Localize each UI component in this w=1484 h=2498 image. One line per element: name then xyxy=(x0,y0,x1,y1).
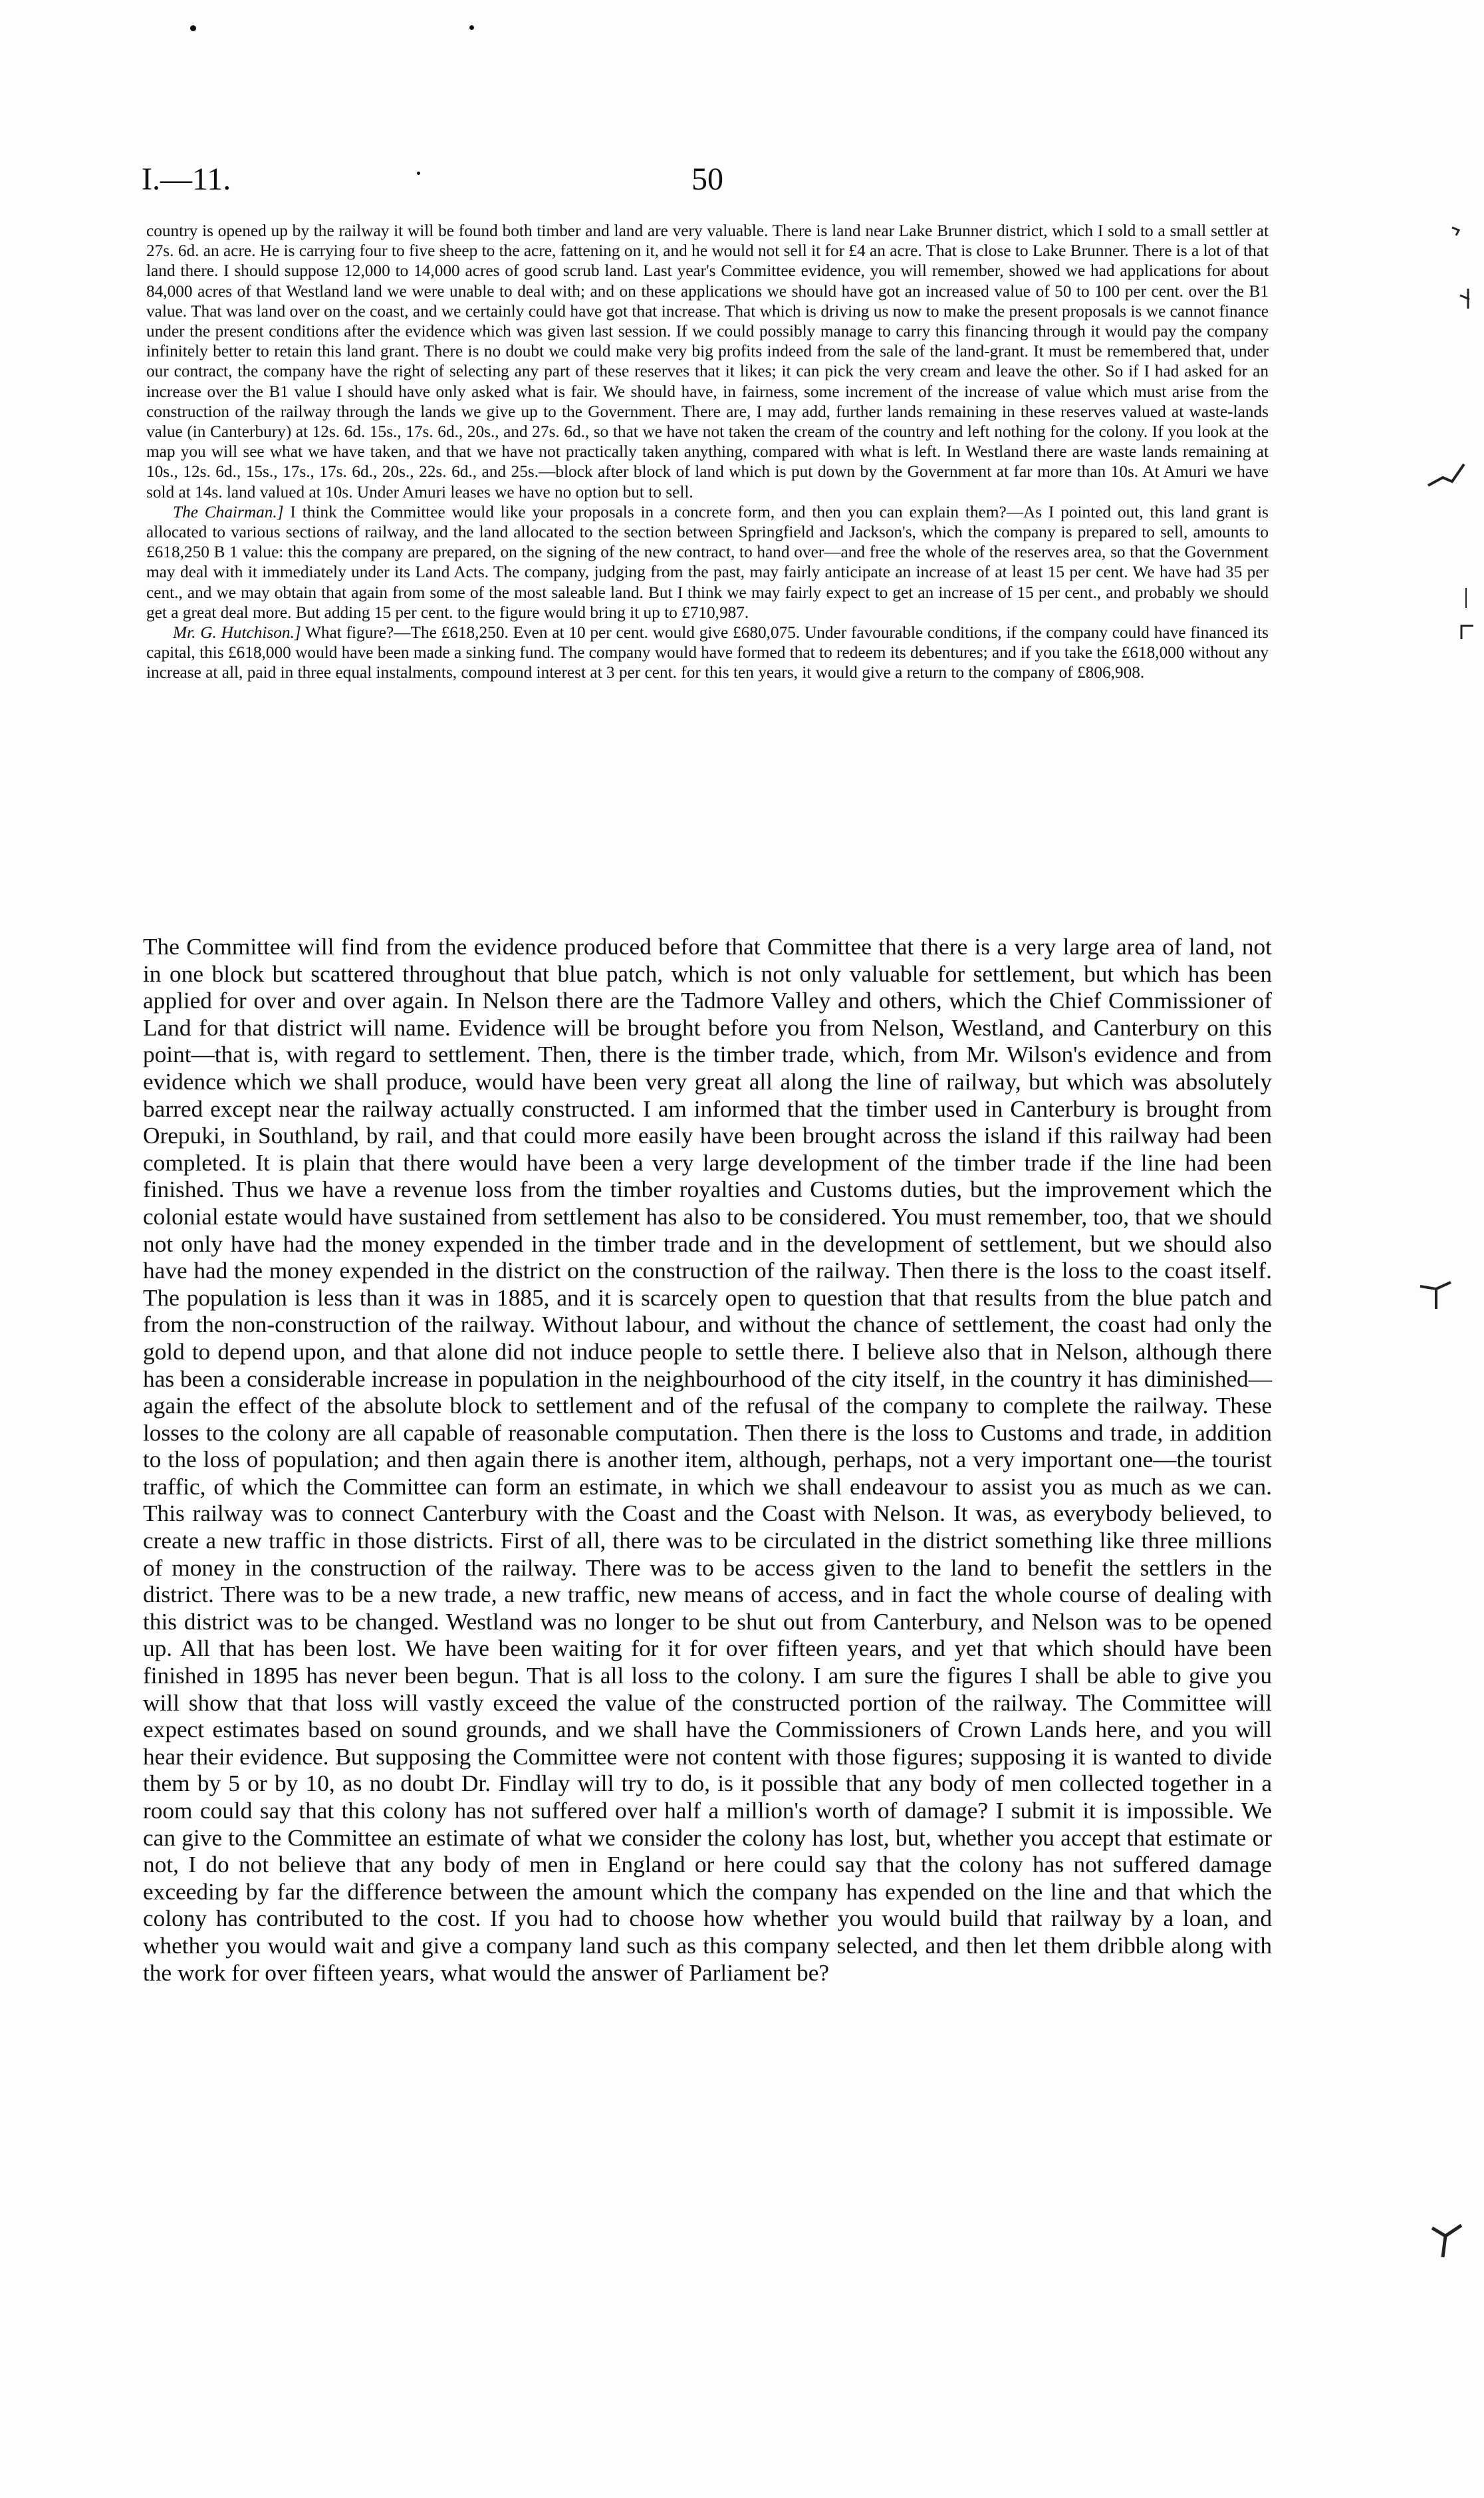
quoted-evidence-block xyxy=(146,221,1269,683)
margin-mark xyxy=(1457,622,1477,642)
evidence-text: What figure?—The £618,250. Even at 10 per cent. would give £680,075. Under favourable conditions, if the company could have financed its capital, this £618,000 would have been made a sinking fund. The company would have formed that to redeem its debentures; and if you take the £618,000 without any increase at all, paid in three equal instalments, compound interest at 3 per cent. for this ten years, it would give a return to the company of £806,908. xyxy=(146,623,1269,682)
margin-mark xyxy=(1456,286,1476,313)
page-number: 50 xyxy=(691,162,723,197)
margin-mark xyxy=(1428,2221,1468,2261)
document-reference: I.—11. xyxy=(142,162,231,197)
evidence-paragraph xyxy=(146,623,1269,683)
margin-mark xyxy=(1459,585,1473,612)
scan-speck xyxy=(190,25,196,31)
margin-mark xyxy=(1449,219,1469,239)
margin-mark xyxy=(1416,1277,1456,1317)
scan-speck xyxy=(469,25,474,30)
speaker-label: Mr. G. Hutchison.] xyxy=(173,623,301,642)
speaker-label: The Chairman.] xyxy=(173,502,284,521)
main-statement-block xyxy=(143,934,1272,1987)
evidence-paragraph: country is opened up by the railway it will be found both timber and land are very valuable. There is land near Lake Brunner district, which I sold to a small settler at 27s. 6d. an acre. He is carrying four to five sheep to the acre, fattening on it, and he would not sell it for £4 an acre. That is close to Lake Brunner. There is a lot of that land there. I should suppose 12,000 to 14,000 acres of good scrub land. Last year's Committee evidence, you will remember, showed we had applications for about 84,000 acres of that Westland land we were unable to deal with; and on these applications we should have got an increased value of 50 to 100 per cent. over the B1 value. That was land over on the coast, and we certainly could have got that increase. That which is driving us now to make the present proposals is we cannot finance under the present conditions after the evidence which was given last session. If we could possibly manage to carry this financing through it would pay the company infinitely better to retain this land grant. There is no doubt we could make very big profits indeed from the sale of the land-grant. It must be remembered that, under our contract, the company have the right of selecting any part of these reserves that it likes; it can pick the very cream and leave the other. So if I had asked for an increase over the B1 value I should have only asked what is fair. We should have, in fairness, some increment of the increase of value which must arise from the construction of the railway through the lands we give up to the Government. There are, I may add, further lands remaining in these reserves valued at waste-lands value (in Canterbury) at 12s. 6d. 15s., 17s. 6d., 20s., and 27s. 6d., so that we have not taken the cream of the country and left nothing for the colony. If you look at the map you will see what we have taken, and that we have not practically taken anything, compared with what is left. In Westland there are waste lands remaining at 10s., 12s. 6d., 15s., 17s., 17s. 6d., 20s., 22s. 6d., and 25s.—block after block of land which is put down by the Government at far more than 10s. At Amuri we have sold at 14s. land valued at 10s. Under Amuri leases we have no option but to sell. xyxy=(146,221,1269,501)
evidence-paragraph xyxy=(146,502,1269,623)
margin-mark xyxy=(1423,459,1469,499)
evidence-text: I think the Committee would like your proposals in a concrete form, and then you can explain them?—As I pointed out, this land grant is allocated to various sections of railway, and the land allocated to the section between Springfield and Jackson's, which the company is prepared to sell, amounts to £618,250 B 1 value: this the company are prepared, on the signing of the new contract, to hand over—and free the whole of the reserves area, so that the Government may deal with it immediately under its Land Acts. The company, judging from the past, may fairly anticipate an increase of at least 15 per cent. We have had 35 per cent., and we may obtain that again from some of the most saleable land. But I think we may fairly expect to get an increase of 15 per cent., and probably we should get a great deal more. But adding 15 per cent. to the figure would bring it up to £710,987. xyxy=(146,502,1269,622)
main-statement-paragraph: The Committee will find from the evidence produced before that Committee that there is a very large area of land, not in one block but scattered throughout that blue patch, which is not only valuable for settlement, but which has been applied for over and over again. In Nelson there are the Tadmore Valley and others, which the Chief Commissioner of Land for that district will name. Evidence will be brought before you from Nelson, Westland, and Canterbury on this point—that is, with regard to settlement. Then, there is the timber trade, which, from Mr. Wilson's evidence and from evidence which we shall produce, would have been very great all along the line of railway, but which was absolutely barred except near the railway actually constructed. I am informed that the timber used in Canterbury is brought from Orepuki, in Southland, by rail, and that could more easily have been brought across the island if this railway had been completed. It is plain that there would have been a very large development of the timber trade if the line had been finished. Thus we have a revenue loss from the timber royalties and Customs duties, but the improvement which the colonial estate would have sustained from settlement has also to be considered. You must remember, too, that we should not only have had the money expended in the timber trade and in the development of settlement, but we should also have had the money expended in the district on the construction of the railway. Then there is the loss to the coast itself. The population is less than it was in 1885, and it is scarcely open to question that that results from the blue patch and from the non-construction of the railway. Without labour, and without the chance of settlement, the coast had only the gold to depend upon, and that alone did not induce people to settle there. I believe also that in Nelson, although there has been a considerable increase in population in the neighbourhood of the city itself, in the country it has diminished—again the effect of the absolute block to settlement and of the refusal of the company to complete the railway. These losses to the colony are all capable of reasonable computation. Then there is the loss to Customs and trade, in addition to the loss of population; and then again there is another item, although, perhaps, not a very important one—the tourist traffic, of which the Committee can form an estimate, in which we shall endeavour to assist you as much as we can. This railway was to connect Canterbury with the Coast and the Coast with Nelson. It was, as everybody believed, to create a new traffic in those districts. First of all, there was to be circulated in the district something like three millions of money in the construction of the railway. There was to be access given to the land to benefit the settlers in the district. There was to be a new trade, a new traffic, new means of access, and in fact the whole course of dealing with this district was to be changed. Westland was no longer to be shut out from Canterbury, and Nelson was to be opened up. All that has been lost. We have been waiting for it for over fifteen years, and yet that which should have been finished in 1895 has never been begun. That is all loss to the colony. I am sure the figures I shall be able to give you will show that that loss will vastly exceed the value of the constructed portion of the railway. The Committee will expect estimates based on sound grounds, and we shall have the Commissioners of Crown Lands here, and you will hear their evidence. But supposing the Committee were not content with those figures; supposing it is wanted to divide them by 5 or by 10, as no doubt Dr. Findlay will try to do, is it possible that any body of men collected together in a room could say that this colony has not suffered over half a million's worth of damage? I submit it is impossible. We can give to the Committee an estimate of what we consider the colony has lost, but, whether you accept that estimate or not, I do not believe that any body of men in England or here could say that the colony has not suffered damage exceeding by far the difference between the amount which the company has expended on the line and that which the colony has contributed to the cost. If you had to choose how whether you would build that railway by a loan, and whether you would wait and give a company land such as this company selected, and then let them dribble along with the work for over fifteen years, what would the answer of Parliament be? xyxy=(143,934,1272,1986)
scan-speck xyxy=(417,172,420,175)
